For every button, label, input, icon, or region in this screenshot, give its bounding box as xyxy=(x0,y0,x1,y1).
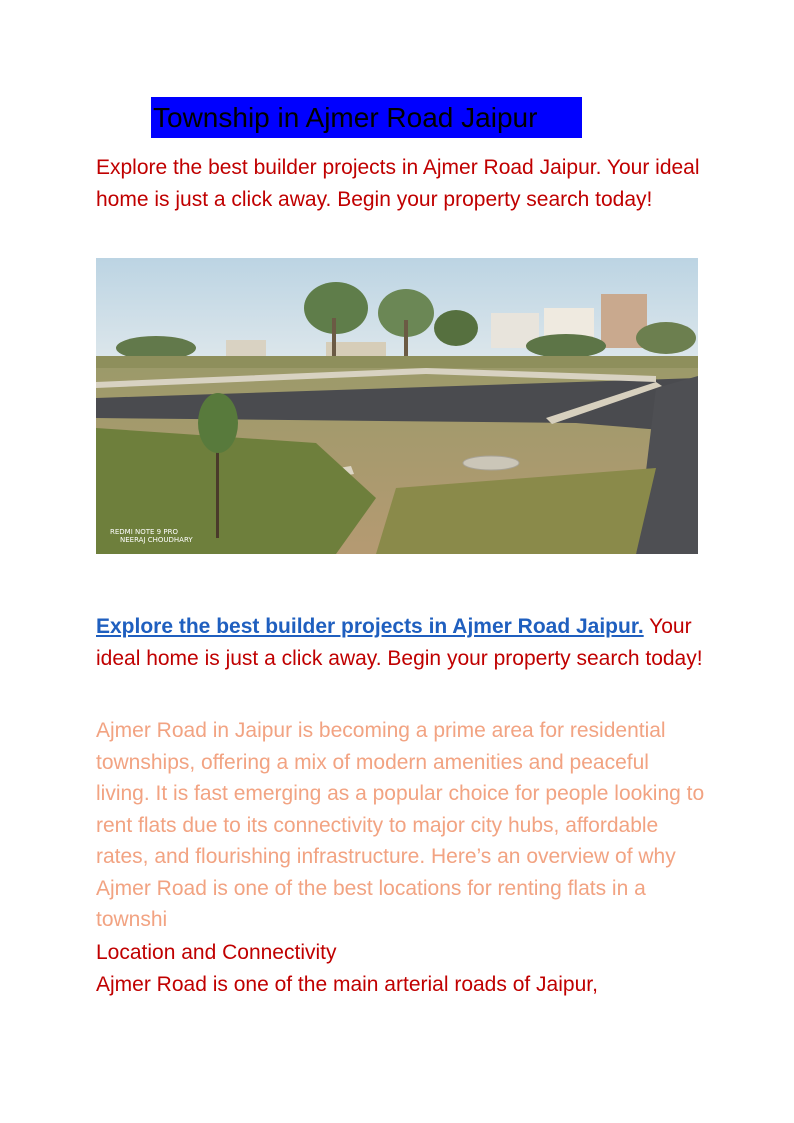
photo-watermark-line1: REDMI NOTE 9 PRO xyxy=(110,528,178,536)
section-heading: Location and Connectivity xyxy=(96,941,337,964)
body-paragraph: Ajmer Road in Jaipur is becoming a prime area for residential townships, offering a mix of modern amenities and peaceful living. It is fast emerging as a popular choice for people looking to rent flats due to its connectivity to major city hubs, affordable rates, and flourishing infrastructure. Here’s an overview of why Ajmer Road is one of the best locations for renting flats in a townshi xyxy=(96,719,705,931)
section-paragraph: Ajmer Road is one of the main arterial roads of Jaipur, xyxy=(96,973,598,996)
builder-projects-link[interactable]: Explore the best builder projects in Ajmer Road Jaipur. xyxy=(96,615,644,638)
photo-watermark-line2: NEERAJ CHOUDHARY xyxy=(120,536,193,544)
intro-paragraph: Explore the best builder projects in Ajmer Road Jaipur. Your ideal home is just a click away. Begin your property search today! xyxy=(96,156,700,211)
township-photo-illustration xyxy=(96,258,698,554)
page-title: Township in Ajmer Road Jaipur xyxy=(151,97,582,138)
link-paragraph-rest: Your ideal home is just a click away. Begin your property search today! xyxy=(96,615,703,670)
township-photo xyxy=(96,258,698,554)
link-paragraph xyxy=(96,611,706,674)
